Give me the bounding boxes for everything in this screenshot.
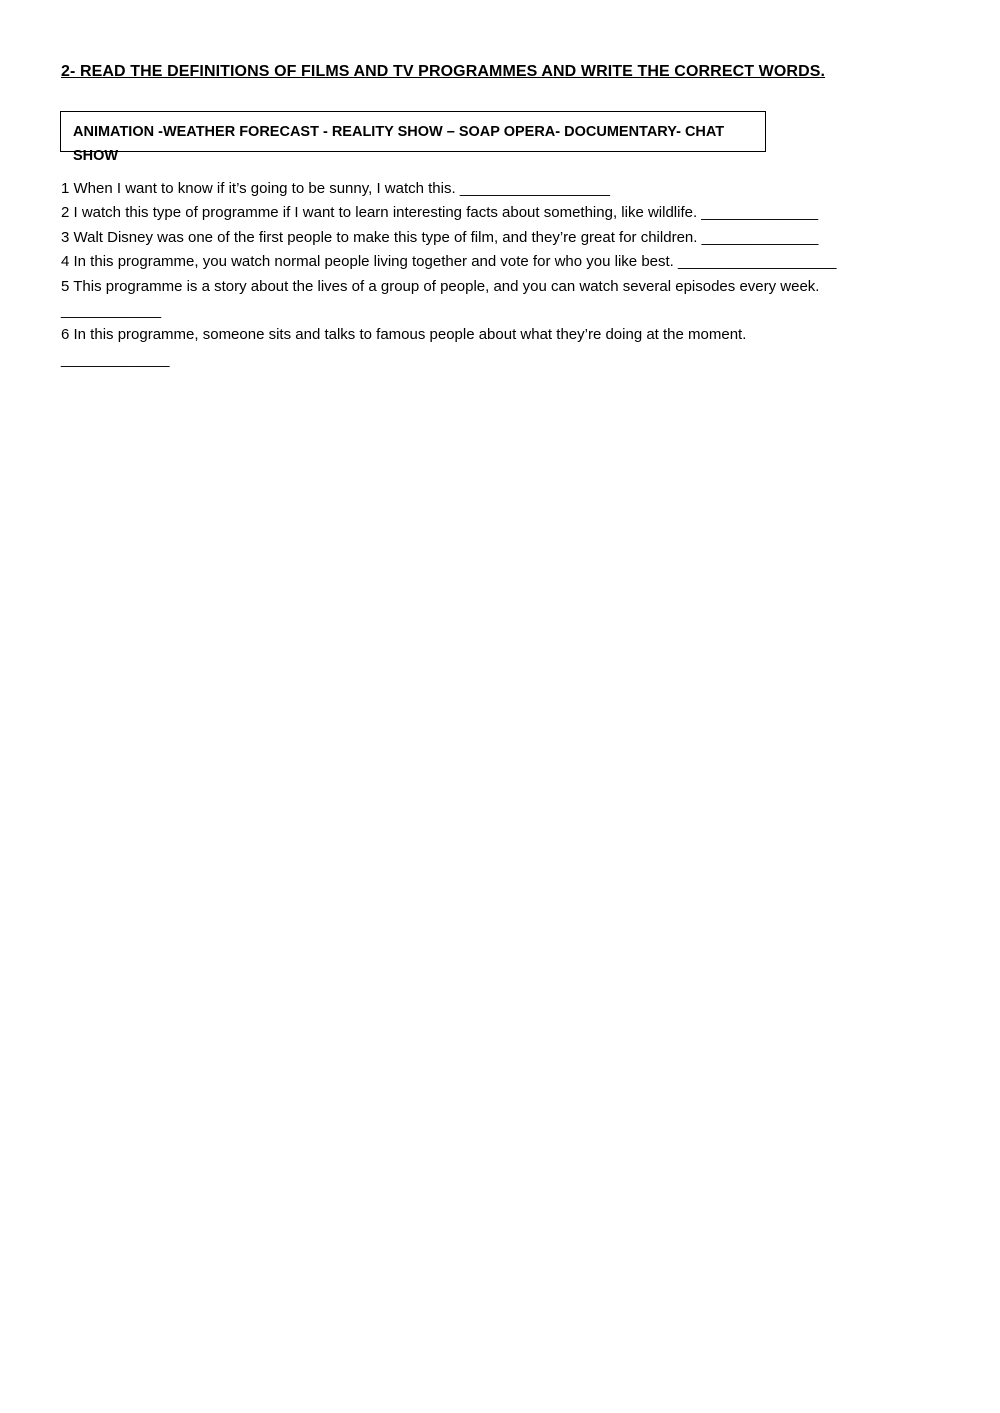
word-bank-text: ANIMATION -WEATHER FORECAST - REALITY SHOW – SOAP OPERA- DOCUMENTARY- CHAT SHOW (73, 124, 725, 164)
answer-blank-6: _____________ (61, 350, 170, 368)
question-list (61, 177, 961, 372)
question-1: 1 When I want to know if it’s going to be sunny, I watch this. __________________ (61, 180, 610, 197)
question-5: 5 This programme is a story about the lives of a group of people, and you can watch several episodes every week. (61, 277, 820, 295)
worksheet-title: 2- READ THE DEFINITIONS OF FILMS AND TV PROGRAMMES AND WRITE THE CORRECT WORDS. (61, 63, 826, 80)
word-bank-box (60, 111, 766, 164)
question-6: 6 In this programme, someone sits and talks to famous people about what they’re doing at the moment. (61, 326, 747, 344)
question-3: 3 Walt Disney was one of the first people to make this type of film, and they’re great for children. ______________ (61, 228, 819, 246)
question-4: 4 In this programme, you watch normal people living together and vote for who you like best. ___________________ (61, 253, 837, 271)
question-2: 2 I watch this type of programme if I want to learn interesting facts about something, like wildlife. ______________ (61, 204, 819, 222)
answer-blank-5: ____________ (61, 301, 162, 319)
